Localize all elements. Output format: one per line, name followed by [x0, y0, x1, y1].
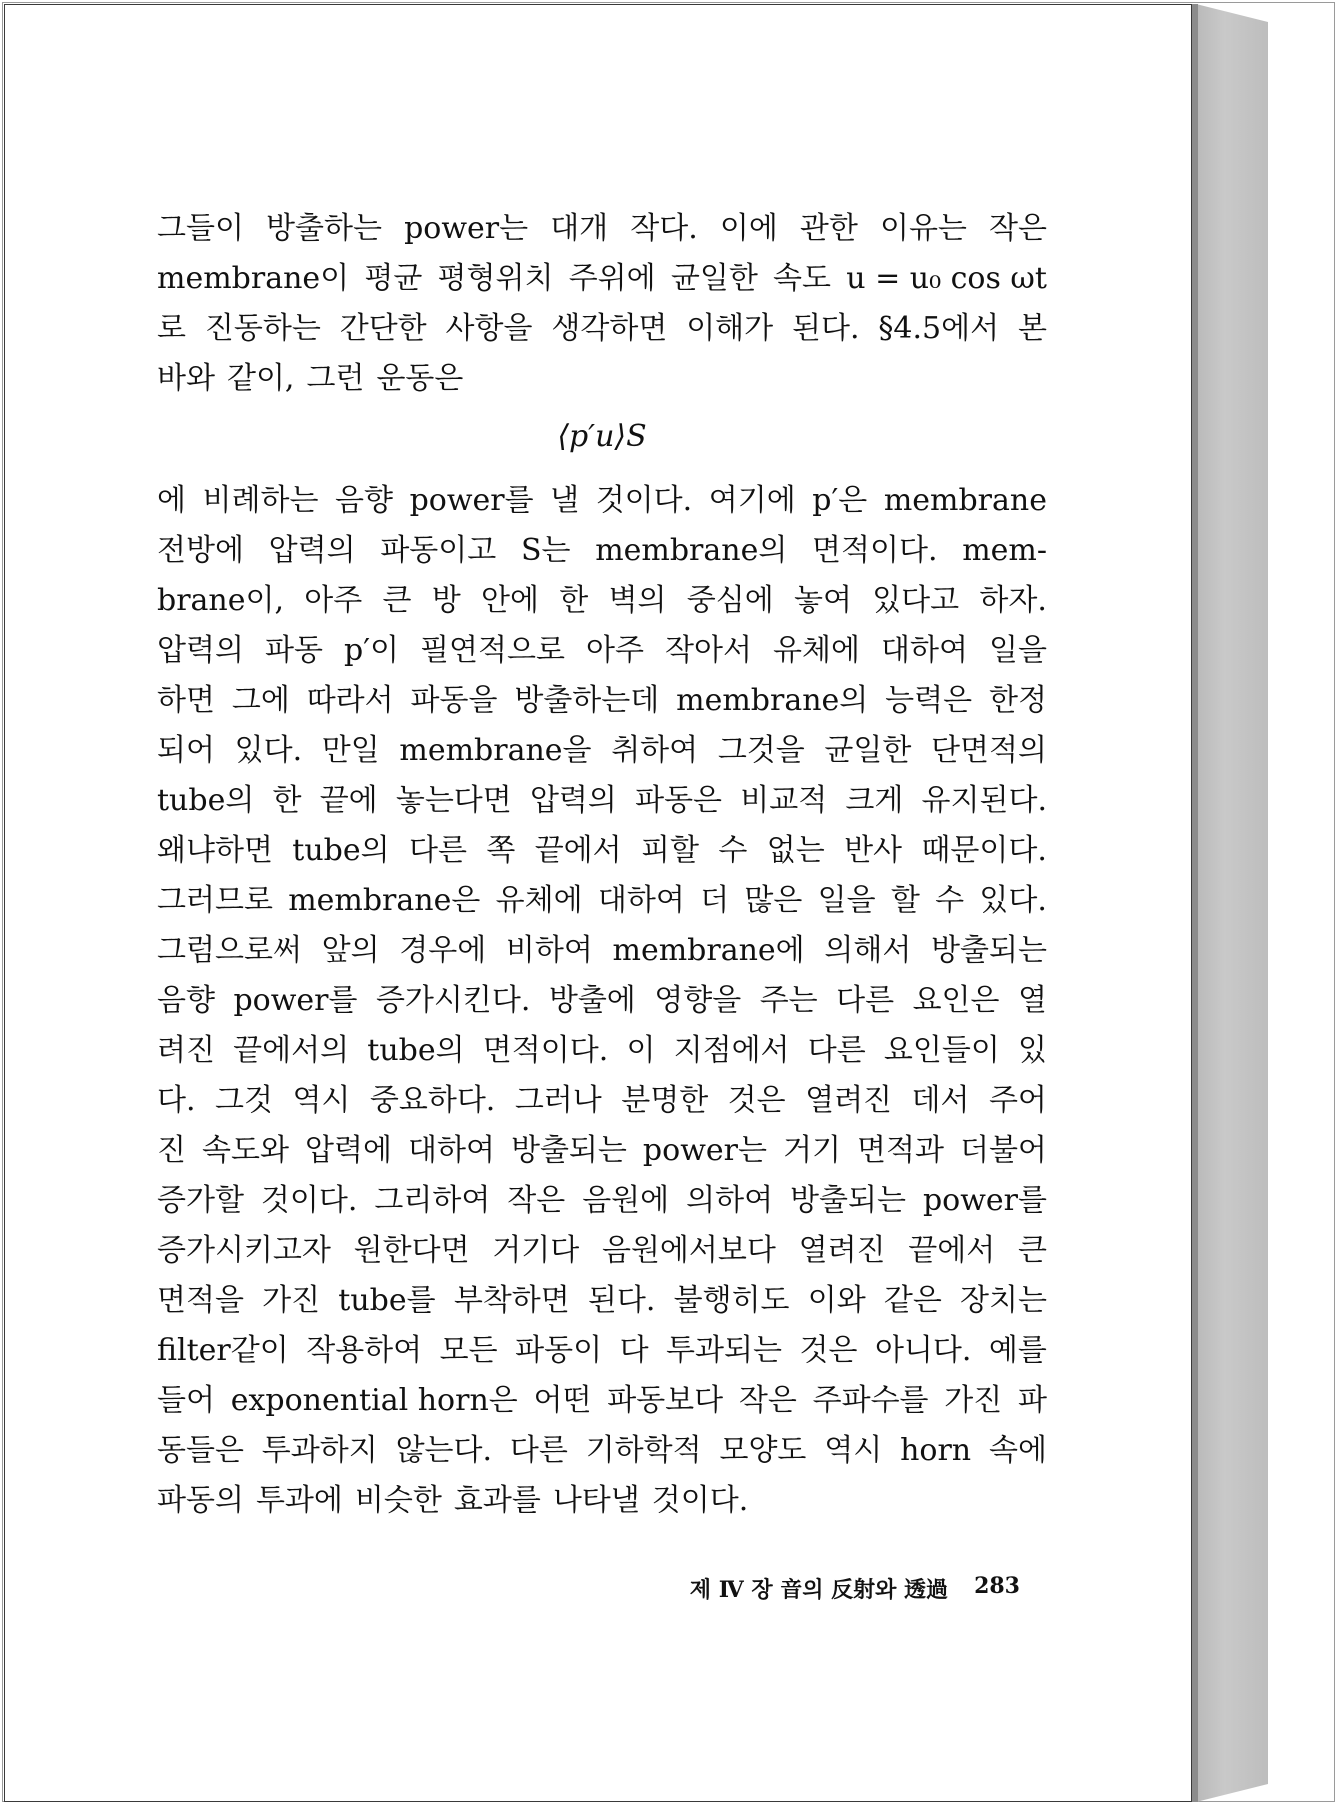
word: 려진: [157, 1033, 215, 1068]
word: 된다.: [792, 311, 860, 346]
text-line: [157, 926, 1047, 976]
word: 파: [1018, 1383, 1047, 1418]
word: exponential horn은: [230, 1383, 518, 1418]
word: 그런: [306, 361, 365, 396]
word: 전방에: [157, 533, 244, 568]
word: 벽의: [608, 583, 667, 618]
word: 피할: [641, 833, 699, 868]
word: 방출되는: [931, 933, 1047, 968]
word: 파동: [265, 633, 323, 668]
word: 모든: [439, 1333, 498, 1368]
word: tube의: [292, 833, 390, 868]
word: 더: [700, 883, 730, 918]
word: 간단한: [339, 311, 427, 346]
word: 하면: [157, 683, 215, 718]
text-line: [157, 354, 1047, 404]
word: 방출되는: [510, 1133, 627, 1168]
word: 열려진: [805, 1083, 893, 1118]
word: 평형위치: [437, 261, 554, 296]
word: tube를: [338, 1283, 436, 1318]
word: 그들이: [157, 211, 244, 246]
word: 면적이다.: [482, 1033, 609, 1068]
word: 파동이고: [380, 533, 497, 568]
word: 효과를: [453, 1483, 541, 1518]
word: 예를: [988, 1333, 1047, 1368]
word: 이해가: [686, 311, 774, 346]
word: 한정: [988, 683, 1047, 718]
word: 어떤: [533, 1383, 592, 1418]
word: 있다고: [872, 583, 960, 618]
word: 왜냐하면: [157, 833, 273, 868]
word: 같이,: [226, 361, 295, 396]
text-line: [157, 1326, 1047, 1376]
word: 투과되는: [666, 1333, 782, 1368]
word: horn: [900, 1433, 972, 1468]
word: 이와: [807, 1283, 866, 1318]
word: 만일: [321, 733, 380, 768]
word: 큰: [1017, 1233, 1047, 1268]
word: 압력의: [268, 533, 356, 568]
word: membrane의: [676, 683, 869, 718]
word: 것은: [727, 1083, 786, 1118]
word: 부착하면: [453, 1283, 570, 1318]
text-line: [157, 1026, 1047, 1076]
text-line: [157, 576, 1047, 626]
word: 대개: [550, 211, 609, 246]
word: 방출되는: [790, 1183, 906, 1218]
word: 것이다.: [260, 1183, 358, 1218]
word: 압력의: [529, 783, 617, 818]
word: 끝에: [319, 783, 378, 818]
paragraph-2: [157, 476, 1047, 1526]
word: 필연적으로: [420, 633, 565, 668]
word: 열려진: [798, 1233, 886, 1268]
word: 그것: [215, 1083, 273, 1118]
word: 것이다.: [595, 483, 693, 518]
word: 증가시킨다.: [375, 983, 531, 1018]
word: 쪽: [486, 833, 516, 868]
word: 중심에: [686, 583, 774, 618]
text-line: [157, 826, 1047, 876]
word: 작은: [738, 1383, 797, 1418]
word: 관한: [799, 211, 858, 246]
word: p′이: [344, 633, 400, 668]
word: 취하여: [611, 733, 699, 768]
word: 한: [272, 783, 302, 818]
word: 파동을: [410, 683, 498, 718]
word: 하자.: [979, 583, 1047, 618]
book-spine: [1196, 4, 1268, 1802]
word: 되어: [157, 733, 215, 768]
word: 속에: [988, 1433, 1047, 1468]
text-line: [157, 776, 1047, 826]
word: 주위에: [568, 261, 656, 296]
word: 끝에서: [908, 1233, 996, 1268]
word: 다른: [836, 983, 895, 1018]
text-line: [157, 1226, 1047, 1276]
word: 투과하지: [261, 1433, 378, 1468]
word: 들어: [157, 1383, 215, 1418]
text-line: [157, 1176, 1047, 1226]
word: 다른: [807, 1033, 866, 1068]
word: 파동보다: [607, 1383, 724, 1418]
word: 면적과: [856, 1133, 944, 1168]
word: 것이다.: [651, 1483, 749, 1518]
text-line: [157, 1376, 1047, 1426]
word: 이: [626, 1033, 656, 1068]
word: 나타낼: [552, 1483, 640, 1518]
text-line: [157, 976, 1047, 1026]
word: 큰: [382, 583, 412, 618]
word: 비슷한: [354, 1483, 442, 1518]
word: 의해서: [824, 933, 912, 968]
word: 진: [157, 1133, 186, 1168]
word: 지점에서: [673, 1033, 790, 1068]
word: 비하여: [505, 933, 593, 968]
word: 그러므로: [157, 883, 273, 918]
word: 있다.: [234, 733, 303, 768]
word: power를: [233, 983, 358, 1018]
word: 안에: [481, 583, 539, 618]
running-footer: [640, 1573, 1020, 1604]
word: 끝에서의: [233, 1033, 350, 1068]
chapter-title: 제 Ⅳ 장 音의 反射와 透過: [689, 1577, 949, 1603]
word: 있다.: [979, 883, 1047, 918]
text-line: [157, 726, 1047, 776]
word: 놓여: [793, 583, 852, 618]
word: 비교적: [740, 783, 828, 818]
paragraph-1: [157, 204, 1047, 404]
word: tube의: [157, 783, 255, 818]
word: membrane: [883, 483, 1047, 518]
word: 가진: [262, 1283, 321, 1318]
word: mem-: [962, 533, 1047, 568]
word: 작은: [989, 211, 1047, 246]
word: 바와: [157, 361, 215, 396]
text-line: [157, 526, 1047, 576]
word: 그리하여: [374, 1183, 491, 1218]
word: 균일한: [824, 733, 912, 768]
word: 이유는: [879, 211, 967, 246]
word: 열: [1017, 983, 1047, 1018]
word: 크게: [845, 783, 904, 818]
word: 유체에: [495, 883, 583, 918]
word: 유지된다.: [921, 783, 1047, 818]
word: 아니다.: [874, 1333, 972, 1368]
word: tube의: [367, 1033, 465, 1068]
word: 운동은: [376, 361, 464, 396]
word: 다.: [157, 1083, 196, 1118]
word: 능력은: [885, 683, 973, 718]
text-line: [157, 1276, 1047, 1326]
word: u = u₀ cos ωt: [846, 261, 1047, 296]
word: 방출에: [548, 983, 636, 1018]
word: 파동은: [635, 783, 723, 818]
word: S는: [520, 533, 571, 568]
word: 끝에서: [534, 833, 622, 868]
word: 동들은: [157, 1433, 244, 1468]
text-line: [157, 304, 1047, 354]
word: 있: [1017, 1033, 1047, 1068]
word: 그럼으로써: [157, 933, 302, 968]
word: 본: [1017, 311, 1047, 346]
word: 의하여: [686, 1183, 774, 1218]
word: 더불어: [959, 1133, 1047, 1168]
word: 불행히도: [673, 1283, 790, 1318]
word: 할: [890, 883, 920, 918]
text-line: [157, 676, 1047, 726]
word: 유체에: [773, 633, 860, 668]
word: 대하여: [597, 883, 685, 918]
word: 원한다면: [353, 1233, 470, 1268]
word: 기하학적: [585, 1433, 702, 1468]
word: 영향을: [654, 983, 742, 1018]
word: 일을: [989, 633, 1047, 668]
word: 작다.: [630, 211, 698, 246]
word: 대하여: [407, 1133, 495, 1168]
word: 역시: [824, 1433, 883, 1468]
word: 속도: [773, 261, 831, 296]
word: 진동하는: [204, 311, 321, 346]
word: brane이,: [157, 583, 285, 618]
word: 역시: [292, 1083, 351, 1118]
formula: ⟨p′u⟩S: [557, 419, 647, 454]
word: 데서: [911, 1083, 970, 1118]
word: 방출하는데: [514, 683, 660, 718]
word: 같은: [883, 1283, 942, 1318]
word: 요인은: [912, 983, 1000, 1018]
word: 방: [431, 583, 461, 618]
word: 반사: [844, 833, 903, 868]
text-line: [157, 254, 1047, 304]
word: 중요하다.: [369, 1083, 496, 1118]
word: 주어: [988, 1083, 1047, 1118]
word: 작은: [507, 1183, 566, 1218]
word: p′은: [812, 483, 868, 518]
word: membrane에: [612, 933, 805, 968]
word: membrane을: [399, 733, 592, 768]
word: 면적이다.: [812, 533, 938, 568]
word: 주는: [759, 983, 818, 1018]
word: 수: [718, 833, 748, 868]
word: 그에: [231, 683, 290, 718]
word: 생각하면: [551, 311, 668, 346]
word: 다른: [509, 1433, 568, 1468]
word: 그러나: [514, 1083, 602, 1118]
word: 다: [619, 1333, 649, 1368]
word: 작아서: [665, 633, 752, 668]
body-text: [157, 204, 1047, 1526]
word: 투과에: [255, 1483, 343, 1518]
word: 증가시키고자: [157, 1233, 331, 1268]
text-line: [157, 476, 1047, 526]
word: 일을: [817, 883, 876, 918]
word: 단면적의: [931, 733, 1047, 768]
word: 음원에: [582, 1183, 670, 1218]
word: 여기에: [708, 483, 796, 518]
word: 된다.: [587, 1283, 656, 1318]
word: 따라서: [306, 683, 394, 718]
word: 거기: [782, 1133, 841, 1168]
word: 면적을: [157, 1283, 244, 1318]
word: 낼: [550, 483, 580, 518]
word: power를: [409, 483, 534, 518]
word: 앞의: [321, 933, 380, 968]
word: membrane의: [595, 533, 788, 568]
word: 것은: [799, 1333, 858, 1368]
word: 비례하는: [202, 483, 319, 518]
text-line: [157, 1076, 1047, 1126]
word: 한: [559, 583, 589, 618]
word: 경우에: [399, 933, 487, 968]
word: 방출하는: [266, 211, 382, 246]
word: 아주: [586, 633, 644, 668]
word: 주파수를: [812, 1383, 929, 1418]
word: power는: [642, 1133, 767, 1168]
word: power는: [404, 211, 529, 246]
word: 없는: [766, 833, 825, 868]
word: 분명한: [621, 1083, 709, 1118]
word: 음원에서보다: [601, 1233, 776, 1268]
word: membrane이: [157, 261, 350, 296]
word: §4.5에서: [878, 311, 1000, 346]
word: 사항을: [445, 311, 533, 346]
word: 대하여: [881, 633, 968, 668]
word: 압력의: [157, 633, 244, 668]
text-line: [157, 1126, 1047, 1176]
text-line: [157, 204, 1047, 254]
word: 거기다: [492, 1233, 580, 1268]
word: membrane은: [288, 883, 481, 918]
text-line: [157, 1426, 1047, 1476]
word: 작용하여: [306, 1333, 423, 1368]
word: 증가할: [157, 1183, 244, 1218]
word: 수: [935, 883, 965, 918]
word: 음향: [157, 983, 215, 1018]
word: 파동이: [515, 1333, 603, 1368]
word: 음향: [335, 483, 393, 518]
word: 압력에: [305, 1133, 392, 1168]
word: 않는다.: [395, 1433, 493, 1468]
word: 로: [157, 311, 186, 346]
word: 파동의: [157, 1483, 244, 1518]
word: 이에: [719, 211, 778, 246]
word: 많은: [744, 883, 803, 918]
word: 때문이다.: [921, 833, 1047, 868]
word: filter같이: [157, 1333, 289, 1368]
word: 다른: [409, 833, 467, 868]
word: 아주: [304, 583, 363, 618]
text-line: [157, 876, 1047, 926]
word: 요인들이: [883, 1033, 1000, 1068]
word: power를: [922, 1183, 1047, 1218]
word: 그것을: [717, 733, 805, 768]
text-line: [157, 626, 1047, 676]
page-number: 283: [974, 1573, 1020, 1599]
text-line: [157, 1476, 1047, 1526]
word: 균일한: [670, 261, 758, 296]
word: 모양도: [719, 1433, 807, 1468]
word: 장치는: [960, 1283, 1047, 1318]
word: 평균: [364, 261, 423, 296]
word: 속도와: [202, 1133, 289, 1168]
word: 에: [157, 483, 186, 518]
word: 놓는다면: [395, 783, 512, 818]
word: 가진: [944, 1383, 1003, 1418]
